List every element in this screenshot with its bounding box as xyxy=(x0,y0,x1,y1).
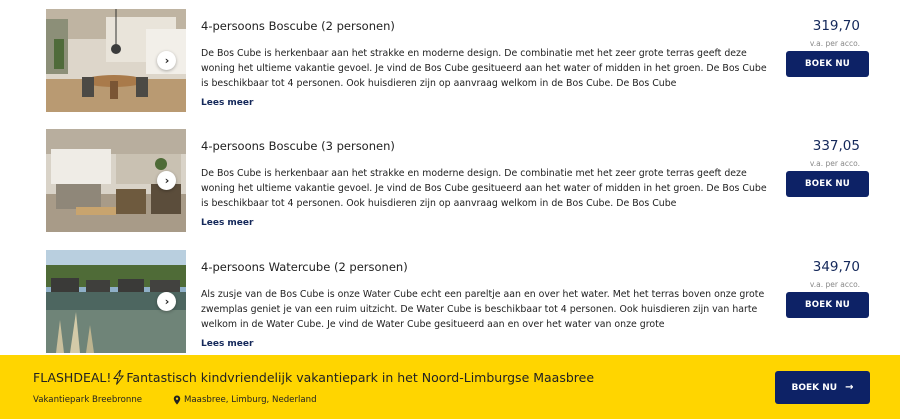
flashdeal-text: Fantastisch kindvriendelijk vakantiepark in het Noord-Limburgse Maasbree xyxy=(126,370,595,385)
location-pin-icon xyxy=(173,395,181,405)
listing-price: 319,70 xyxy=(812,18,860,34)
book-now-button[interactable]: BOEK NU xyxy=(786,292,869,318)
flashdeal-headline xyxy=(33,370,594,385)
price-note: v.a. per acco. xyxy=(809,39,860,48)
read-more-link[interactable]: Lees meer xyxy=(201,218,254,228)
read-more-link[interactable]: Lees meer xyxy=(201,339,254,349)
cta-label: BOEK NU xyxy=(791,382,838,393)
flashdeal-prefix: FLASHDEAL! xyxy=(33,370,112,385)
listing-card xyxy=(46,129,876,232)
book-now-button[interactable]: BOEK NU xyxy=(786,171,869,197)
chevron-right-icon: › xyxy=(164,174,170,187)
chevron-right-icon: › xyxy=(164,54,170,67)
chevron-right-icon: › xyxy=(164,295,170,308)
listing-description: De Bos Cube is herkenbaar aan het strakke en moderne design. De combinatie met het zeer grote terras geeft deze woning het ultieme vakantie gevoel. Je vind de Bos Cube gesitueerd aan het water of midden in het groen. De Bos Cube is beschikbaar tot 4 personen. Ook huisdieren zijn op aanvraag welkom in de Bos Cube. De Bos Cube xyxy=(201,168,767,209)
next-photo-button[interactable] xyxy=(157,292,176,311)
listing-price: 337,05 xyxy=(812,138,860,154)
listing-price: 349,70 xyxy=(812,259,860,275)
listing-title[interactable]: 4-persoons Boscube (3 personen) xyxy=(201,139,395,153)
listing-card xyxy=(46,250,876,353)
listing-card xyxy=(46,9,876,112)
park-name: Vakantiepark Breebronne xyxy=(33,395,143,405)
listing-photo[interactable] xyxy=(46,129,186,232)
read-more-link[interactable]: Lees meer xyxy=(201,98,254,108)
lightning-bolt-icon xyxy=(112,370,125,385)
listing-description: De Bos Cube is herkenbaar aan het strakke en moderne design. De combinatie met het zeer grote terras geeft deze woning het ultieme vakantie gevoel. Je vind de Bos Cube gesitueerd aan het water of midden in het groen. De Bos Cube is beschikbaar tot 4 personen. Ook huisdieren zijn op aanvraag welkom in de Bos Cube. De Bos Cube xyxy=(201,48,767,89)
next-photo-button[interactable] xyxy=(157,51,176,70)
listing-title[interactable]: 4-persoons Boscube (2 personen) xyxy=(201,19,395,33)
listing-photo[interactable] xyxy=(46,250,186,353)
listing-title[interactable]: 4-persoons Watercube (2 personen) xyxy=(201,260,408,274)
price-note: v.a. per acco. xyxy=(809,159,860,168)
park-location xyxy=(173,395,317,405)
price-note: v.a. per acco. xyxy=(809,280,860,289)
flashdeal-book-button[interactable] xyxy=(775,371,870,404)
next-photo-button[interactable] xyxy=(157,171,176,190)
listing-photo[interactable] xyxy=(46,9,186,112)
book-now-button[interactable]: BOEK NU xyxy=(786,51,869,77)
listing-description: Als zusje van de Bos Cube is onze Water Cube echt een pareltje aan en over het water. Met het terras boven onze grote zwemplas geniet je van een ruim uitzicht. De Water Cube is beschikbaar tot 4 personen. Ook huisdieren zijn van harte welkom in de Water Cube. Je vind de Water Cube gesitueerd aan en over het water van onze grote xyxy=(201,289,765,330)
flashdeal-banner xyxy=(0,355,900,419)
arrow-right-icon: → xyxy=(845,382,854,393)
location-text: Maasbree, Limburg, Nederland xyxy=(184,395,317,405)
